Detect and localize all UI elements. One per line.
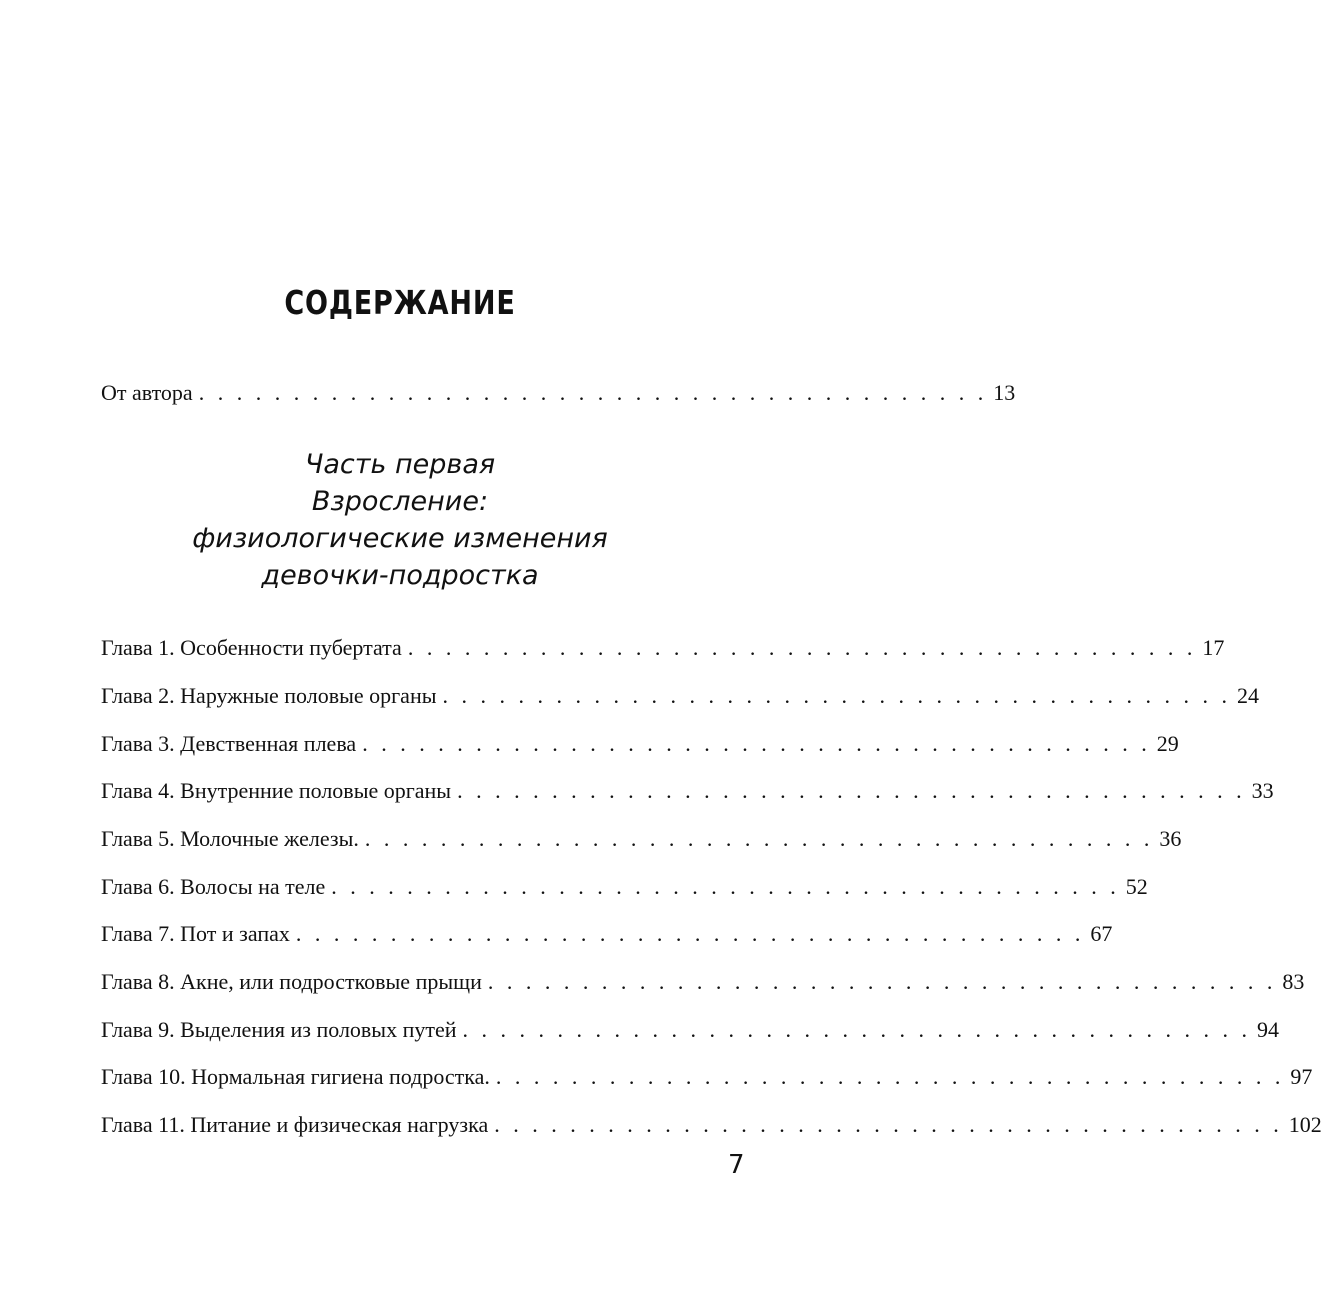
toc-entry-page: 33 <box>1251 778 1274 803</box>
toc-entry-chapter[interactable] <box>101 873 1148 901</box>
toc-entry-intro[interactable] <box>101 379 1016 407</box>
toc-entry-page: 83 <box>1282 969 1305 994</box>
dot-leader: . . . . . . . . . . . . . . . . . . . . . . . . . . . . . . . . . . . . . . . . . . <box>494 1112 1283 1137</box>
dot-leader: . . . . . . . . . . . . . . . . . . . . . . . . . . . . . . . . . . . . . . . . . . <box>487 969 1277 994</box>
toc-entry-label: Глава 3. Девственная плева <box>101 731 357 756</box>
toc-entry-chapter[interactable] <box>101 1063 1313 1091</box>
toc-entry-page: 36 <box>1159 826 1182 851</box>
toc-entry-label: Глава 6. Волосы на теле <box>101 874 326 899</box>
toc-entry-page: 29 <box>1156 731 1179 756</box>
toc-entry-label: Глава 7. Пот и запах <box>101 921 290 946</box>
dot-leader: . . . . . . . . . . . . . . . . . . . . . . . . . . . . . . . . . . . . . . . . . . <box>364 826 1154 851</box>
toc-entry-label: Глава 11. Питание и физическая нагрузка <box>101 1112 489 1137</box>
dot-leader: . . . . . . . . . . . . . . . . . . . . . . . . . . . . . . . . . . . . . . . . . . <box>442 683 1231 708</box>
toc-entry-chapter[interactable] <box>101 1111 1322 1139</box>
toc-entry-page: 67 <box>1090 921 1113 946</box>
toc-entry-page: 52 <box>1125 874 1148 899</box>
toc-entry-page: 24 <box>1237 683 1259 708</box>
dot-leader: . . . . . . . . . . . . . . . . . . . . . . . . . . . . . . . . . . . . . . . . . . <box>457 778 1246 803</box>
toc-entry-page: 13 <box>993 380 1016 405</box>
toc-entry-page: 17 <box>1202 635 1225 660</box>
dot-leader: . . . . . . . . . . . . . . . . . . . . . . . . . . . . . . . . . . . . . . . . . . <box>462 1017 1252 1042</box>
toc-entry-label: Глава 4. Внутренние половые органы <box>101 778 452 803</box>
toc-entry-chapter[interactable] <box>101 682 1259 710</box>
toc-entry-chapter[interactable] <box>101 1016 1280 1044</box>
toc-entry-label: Глава 1. Особенности пубертата <box>101 635 402 660</box>
dot-leader: . . . . . . . . . . . . . . . . . . . . . . . . . . . . . . . . . . . . . . . . . . <box>331 874 1120 899</box>
toc-entry-label: Глава 8. Акне, или подростковые прыщи <box>101 969 482 994</box>
page-number: 7 <box>728 1150 745 1180</box>
toc-entry-page: 97 <box>1290 1064 1313 1089</box>
toc-entry-label: Глава 9. Выделения из половых путей <box>101 1017 457 1042</box>
part-heading-line: Взросление: <box>311 486 489 517</box>
toc-entry-page: 94 <box>1257 1017 1280 1042</box>
dot-leader: . . . . . . . . . . . . . . . . . . . . . . . . . . . . . . . . . . . . . . . . . . <box>407 635 1197 660</box>
toc-entry-label: От автора <box>101 380 193 405</box>
toc-entry-label: Глава 5. Молочные железы. <box>101 826 359 851</box>
toc-entry-chapter[interactable] <box>101 825 1182 853</box>
part-heading-line: девочки-подростка <box>261 560 539 591</box>
dot-leader: . . . . . . . . . . . . . . . . . . . . . . . . . . . . . . . . . . . . . . . . . . <box>362 731 1151 756</box>
toc-entry-page: 102 <box>1288 1112 1322 1137</box>
toc-entry-label: Глава 2. Наружные половые органы <box>101 683 437 708</box>
part-heading-line: физиологические изменения <box>192 523 608 554</box>
toc-entry-chapter[interactable] <box>101 730 1179 758</box>
page-title: СОДЕРЖАНИЕ <box>284 283 516 322</box>
dot-leader: . . . . . . . . . . . . . . . . . . . . . . . . . . . . . . . . . . . . . . . . . . <box>198 380 988 405</box>
dot-leader: . . . . . . . . . . . . . . . . . . . . . . . . . . . . . . . . . . . . . . . . . . <box>495 1064 1285 1089</box>
toc-entry-label: Глава 10. Нормальная гигиена подростка. <box>101 1064 490 1089</box>
toc-entry-chapter[interactable] <box>101 920 1113 948</box>
part-heading-line: Часть первая <box>304 449 496 480</box>
toc-entry-chapter[interactable] <box>101 634 1225 662</box>
part-heading <box>0 446 800 594</box>
dot-leader: . . . . . . . . . . . . . . . . . . . . . . . . . . . . . . . . . . . . . . . . . . <box>295 921 1085 946</box>
toc-entry-chapter[interactable] <box>101 777 1274 805</box>
toc-entry-chapter[interactable] <box>101 968 1305 996</box>
